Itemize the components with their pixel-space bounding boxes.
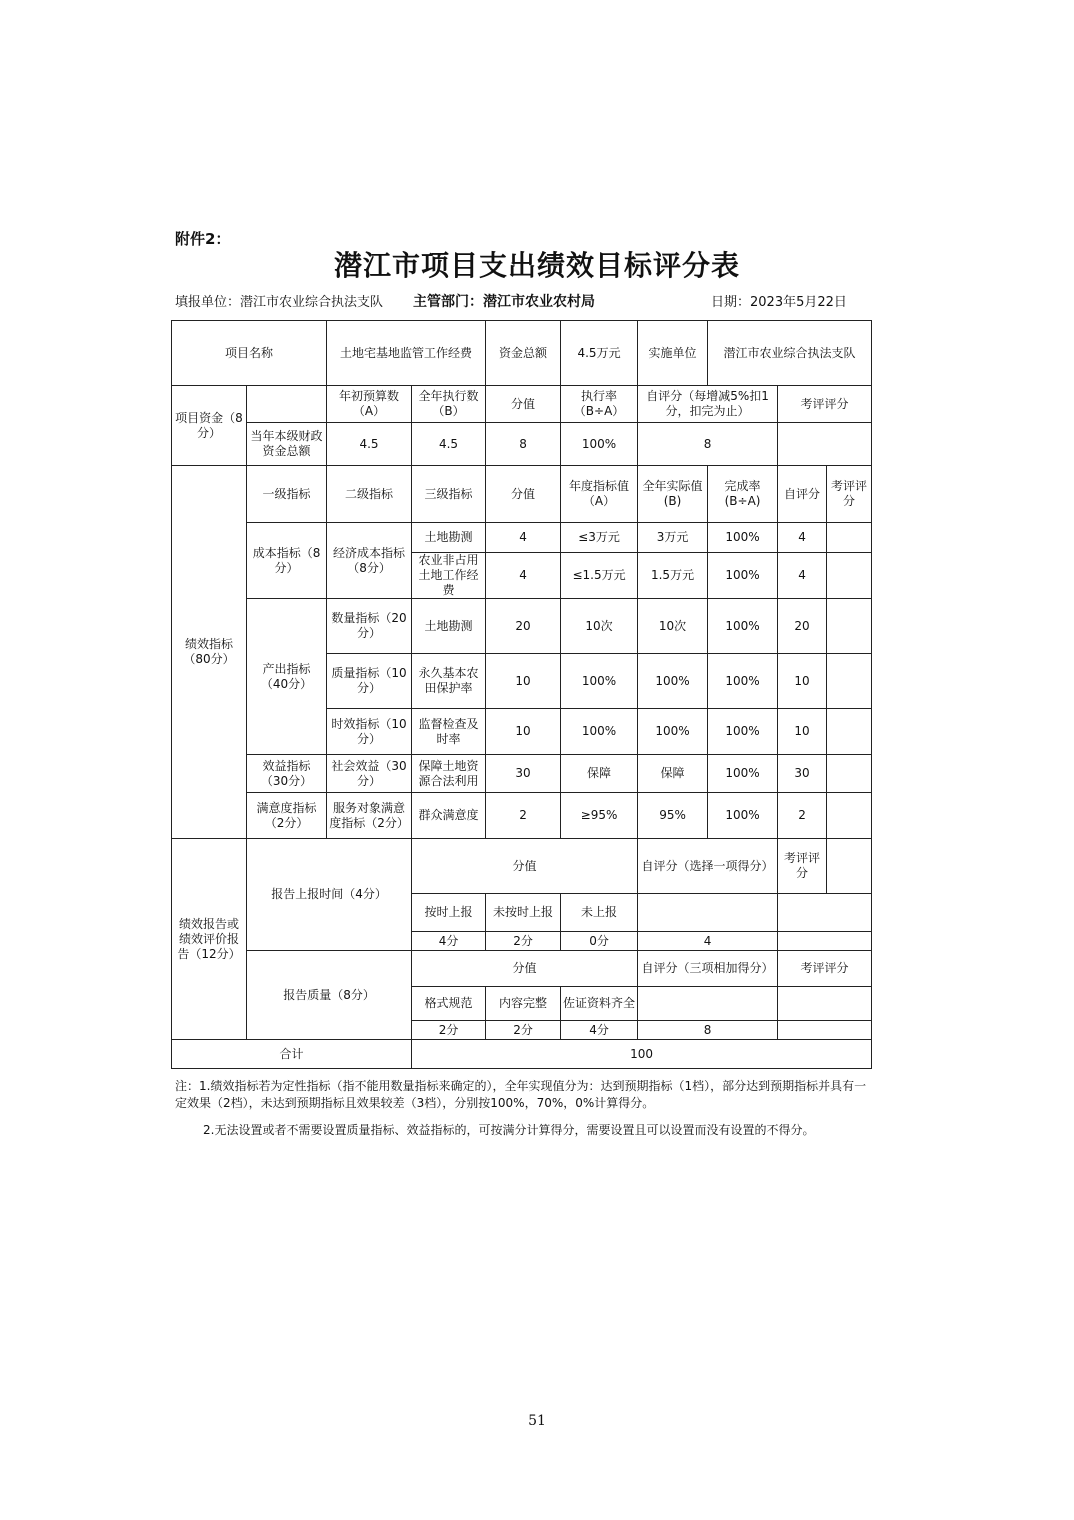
evidence-option: 佐证资料齐全 [561,987,638,1021]
indicator-target: ≥95% [561,793,638,839]
report-quality-review-value [778,1021,872,1040]
performance-label: 绩效指标（80分） [172,466,247,839]
report-time-self-label: 自评分（选择一项得分） [638,839,778,894]
indicator-self: 20 [778,599,827,654]
satisfaction-l1: 满意度指标（2分） [247,793,327,839]
indicator-score: 20 [486,599,561,654]
report-quality-score-label: 分值 [412,951,638,987]
capital-self-header: 自评分（每增减5%扣1分，扣完为止） [638,386,778,423]
indicator-score: 10 [486,654,561,709]
capital-self-value: 8 [638,423,778,466]
report-label: 绩效报告或绩效评价报告（12分） [172,839,247,1040]
indicator-review [827,793,872,839]
indicator-rate: 100% [708,793,778,839]
indicator-self: 30 [778,755,827,793]
evidence-points: 4分 [561,1021,638,1040]
cost-l1: 成本指标（8分） [247,523,327,599]
format-option: 格式规范 [412,987,486,1021]
exec-rate-header: 执行率（B÷A） [561,386,638,423]
exec-rate-value: 100% [561,423,638,466]
indicator-target: ≤3万元 [561,523,638,553]
time-l2: 时效指标（10分） [327,709,412,755]
table-row [172,599,872,654]
indicator-target: 保障 [561,755,638,793]
note-1: 注：1.绩效指标若为定性指标（指不能用数量指标来确定的），全年实现值分为：达到预期指标（1档），部分达到预期指标并具有一定效果（2档），未达到预期指标且效果较差（3档），分别按100%，70%，0%计算得分。 [175,1079,867,1110]
notes [175,1078,867,1139]
rate-header: 完成率(B÷A) [708,466,778,523]
cost-l2: 经济成本指标（8分） [327,523,412,599]
report-quality-review-blank [778,987,872,1021]
target-header: 年度指标值（A） [561,466,638,523]
benefit-l2: 社会效益（30分） [327,755,412,793]
late-points: 2分 [486,932,561,951]
quality-l2: 质量指标（10分） [327,654,412,709]
table-row [172,523,872,553]
table-row [172,755,872,793]
indicator-l3: 保障土地资源合法利用 [412,755,486,793]
page-title: 潜江市项目支出绩效目标评分表 [333,249,740,282]
indicator-target: 10次 [561,599,638,654]
l2-header: 二级指标 [327,466,412,523]
indicator-review [827,523,872,553]
budget-a-header: 年初预算数（A） [327,386,412,423]
report-quality-label: 报告质量（8分） [247,951,412,1040]
capital-score-header: 分值 [486,386,561,423]
executed-b-header: 全年执行数（B） [412,386,486,423]
on-time-option: 按时上报 [412,894,486,932]
indicator-actual: 3万元 [638,523,708,553]
indicator-rate: 100% [708,709,778,755]
qty-l2: 数量指标（20分） [327,599,412,654]
indicator-rate: 100% [708,553,778,599]
report-quality-self-blank [638,987,778,1021]
indicator-self: 2 [778,793,827,839]
funds-label: 资金总额 [486,321,561,386]
indicator-target: 100% [561,709,638,755]
self-header: 自评分 [778,466,827,523]
report-time-label: 报告上报时间（4分） [247,839,412,951]
indicator-rate: 100% [708,523,778,553]
report-time-review-value [778,932,872,951]
indicator-target: ≤1.5万元 [561,553,638,599]
capital-blank-header [247,386,327,423]
capital-score-value: 8 [486,423,561,466]
indicator-actual: 保障 [638,755,708,793]
impl-unit: 潜江市农业综合执法支队 [708,321,872,386]
indicator-actual: 95% [638,793,708,839]
perf-score-header: 分值 [486,466,561,523]
indicator-score: 2 [486,793,561,839]
indicator-actual: 10次 [638,599,708,654]
fill-unit: 填报单位：潜江市农业综合执法支队 [175,295,384,310]
project-name: 土地宅基地监管工作经费 [327,321,486,386]
report-quality-review-label: 考评评分 [778,951,872,987]
executed-b-value: 4.5 [412,423,486,466]
report-quality-self-label: 自评分（三项相加得分） [638,951,778,987]
report-time-review-blank [778,894,872,932]
content-points: 2分 [486,1021,561,1040]
indicator-self: 4 [778,523,827,553]
capital-label: 项目资金（8分） [172,386,247,466]
capital-row-label: 当年本级财政资金总额 [247,423,327,466]
indicator-review [827,553,872,599]
l3-header: 三级指标 [412,466,486,523]
not-reported-option: 未上报 [561,894,638,932]
not-reported-points: 0分 [561,932,638,951]
indicator-review [827,599,872,654]
on-time-points: 4分 [412,932,486,951]
l1-header: 一级指标 [247,466,327,523]
score-table [171,320,872,1069]
content-option: 内容完整 [486,987,561,1021]
indicator-rate: 100% [708,654,778,709]
indicator-self: 4 [778,553,827,599]
actual-header: 全年实际值(B) [638,466,708,523]
indicator-actual: 100% [638,654,708,709]
impl-label: 实施单位 [638,321,708,386]
supervising-dept: 主管部门：潜江市农业农村局 [413,294,595,310]
indicator-score: 4 [486,523,561,553]
indicator-score: 10 [486,709,561,755]
indicator-score: 30 [486,755,561,793]
indicator-self: 10 [778,654,827,709]
indicator-rate: 100% [708,755,778,793]
indicator-l3: 监督检查及时率 [412,709,486,755]
note-2: 2.无法设置或者不需要设置质量指标、效益指标的，可按满分计算得分，需要设置且可以设置而没有设置的不得分。 [203,1123,815,1137]
indicator-l3: 农业非占用土地工作经费 [412,553,486,599]
indicator-l3: 永久基本农田保护率 [412,654,486,709]
total-label: 合计 [172,1040,412,1069]
indicator-l3: 群众满意度 [412,793,486,839]
indicator-actual: 1.5万元 [638,553,708,599]
capital-review-value [778,423,872,466]
report-time-self-value: 4 [638,932,778,951]
total-value: 100 [412,1040,872,1069]
indicator-l3: 土地勘测 [412,599,486,654]
report-time-score-label: 分值 [412,839,638,894]
report-date: 日期：2023年5月22日 [711,295,847,310]
report-time-self-blank [638,894,778,932]
project-name-label: 项目名称 [172,321,327,386]
report-time-blank [827,839,872,894]
output-l1: 产出指标（40分） [247,599,327,755]
indicator-self: 10 [778,709,827,755]
indicator-review [827,654,872,709]
table-row [172,793,872,839]
benefit-l1: 效益指标（30分） [247,755,327,793]
indicator-review [827,755,872,793]
capital-review-header: 考评评分 [778,386,872,423]
indicator-actual: 100% [638,709,708,755]
attachment-label: 附件2： [175,230,231,248]
indicator-target: 100% [561,654,638,709]
indicator-score: 4 [486,553,561,599]
report-time-review-label: 考评评分 [778,839,827,894]
funds-value: 4.5万元 [561,321,638,386]
report-quality-self-value: 8 [638,1021,778,1040]
indicator-l3: 土地勘测 [412,523,486,553]
satisfaction-l2: 服务对象满意度指标（2分） [327,793,412,839]
page-number: 51 [528,1413,546,1429]
format-points: 2分 [412,1021,486,1040]
indicator-review [827,709,872,755]
budget-a-value: 4.5 [327,423,412,466]
review-header: 考评评分 [827,466,872,523]
late-option: 未按时上报 [486,894,561,932]
indicator-rate: 100% [708,599,778,654]
